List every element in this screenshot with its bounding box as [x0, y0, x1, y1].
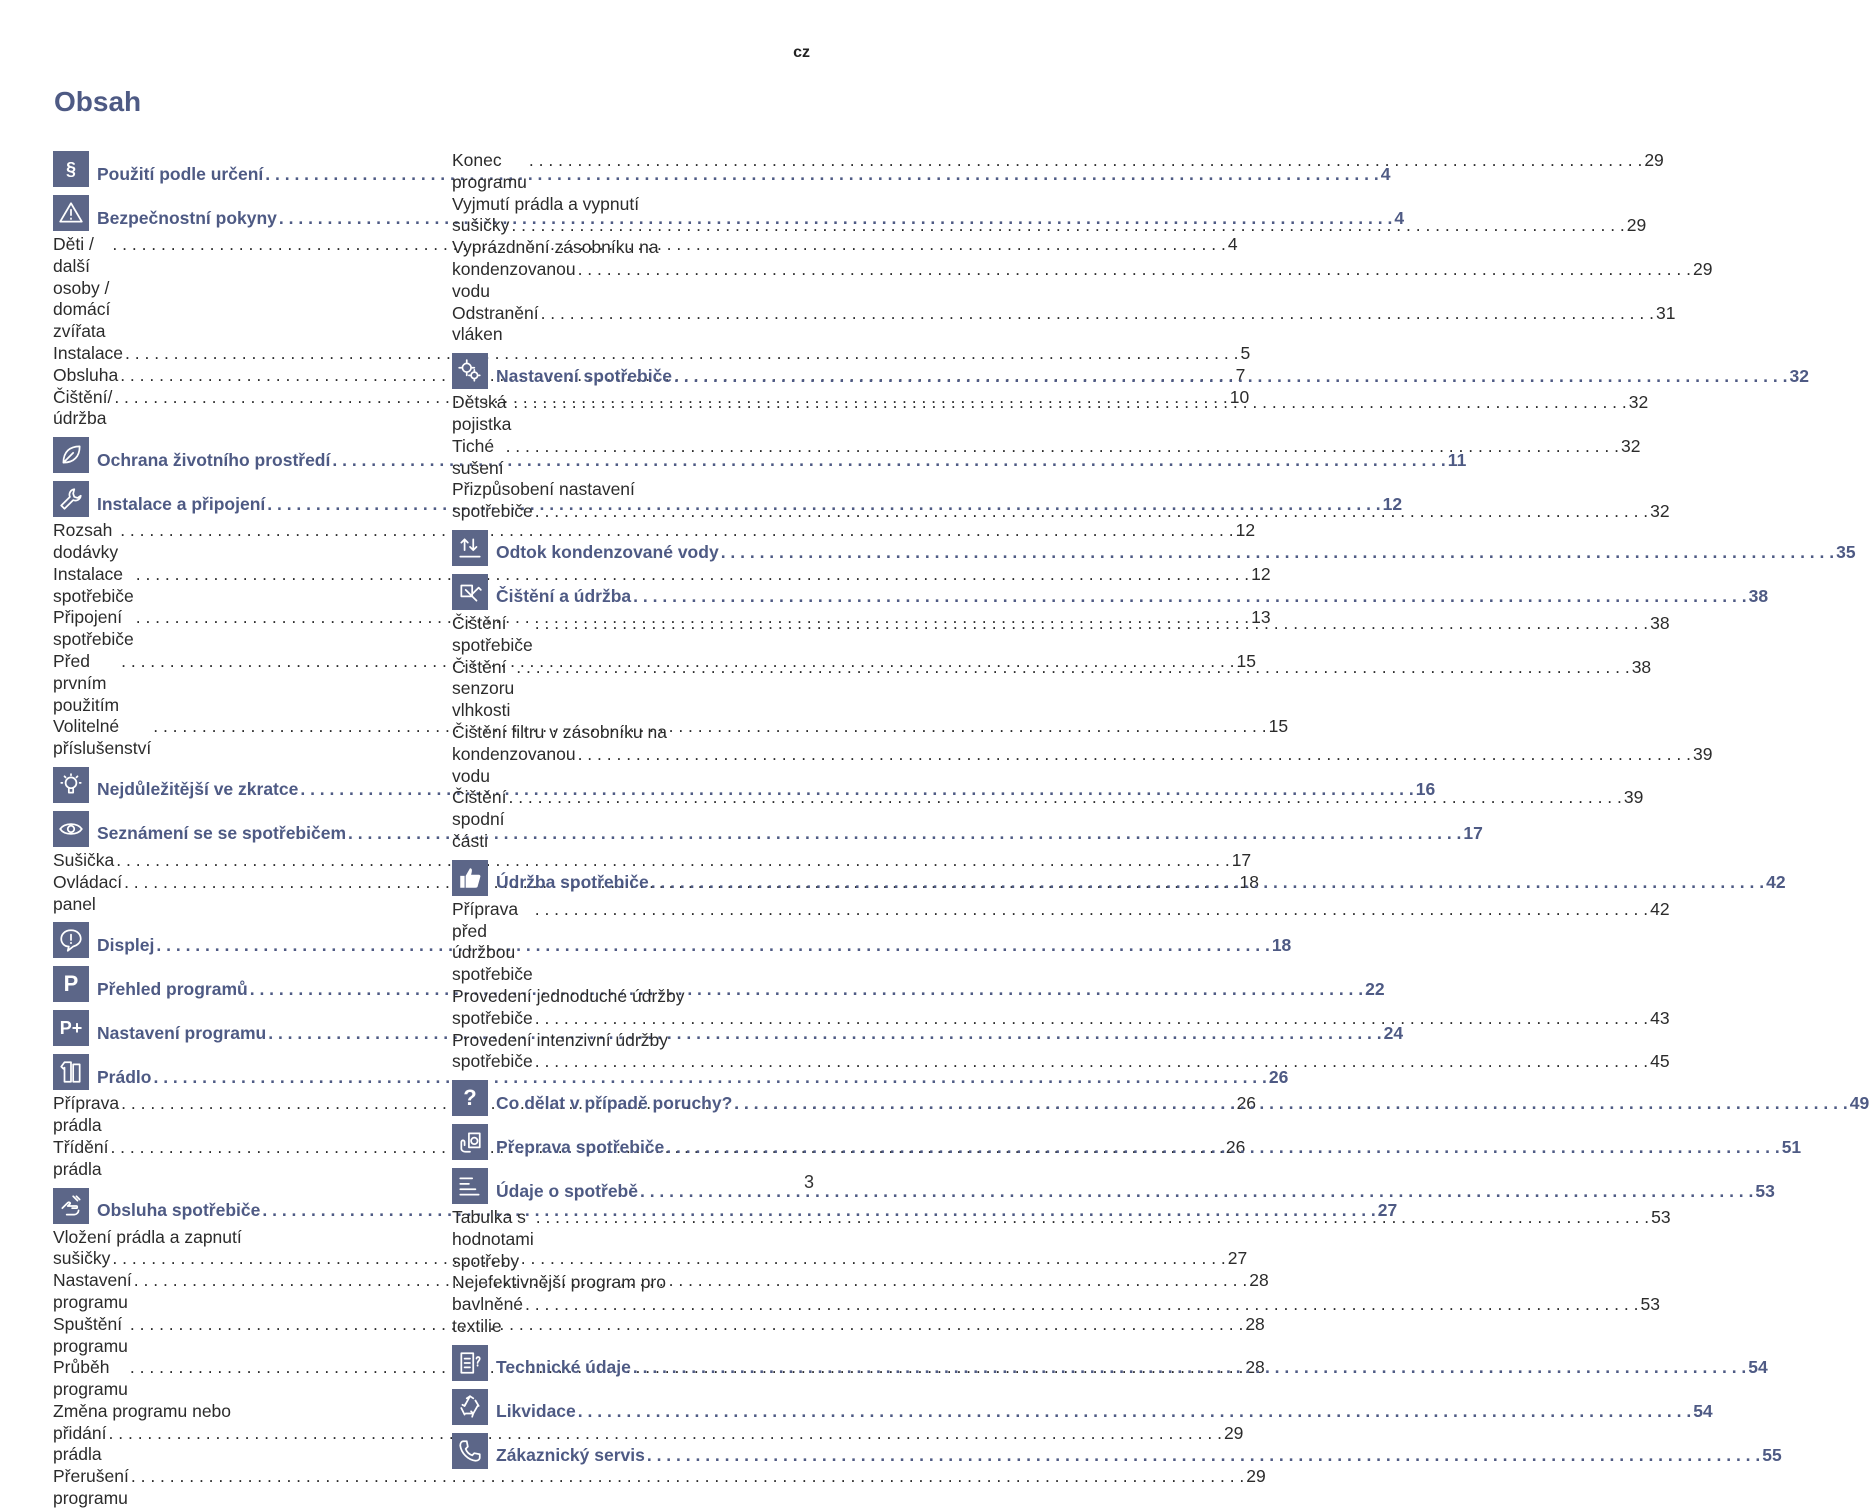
- dot-leader: [578, 1401, 1691, 1422]
- toc-entry[interactable]: [452, 193, 1647, 238]
- toc-entry-title: přidání prádla: [53, 1422, 107, 1465]
- toc-entry-title: Čištění spodní části: [452, 787, 507, 851]
- toc-entry[interactable]: [53, 849, 1252, 872]
- dot-leader: [535, 899, 1648, 921]
- dot-leader: [513, 392, 1626, 414]
- toc-section-title: Co dělat v případě poruchy?: [496, 1092, 733, 1113]
- dot-leader: [633, 1357, 1746, 1378]
- toc-entry-title: Děti / další osoby / domácí zvířata: [53, 234, 111, 342]
- toc-entry-title: Rozsah dodávky: [53, 520, 119, 562]
- toc-entry[interactable]: [53, 342, 1251, 365]
- gears-icon: [452, 353, 488, 389]
- toc-entry-title: Spuštění programu: [53, 1313, 128, 1356]
- toc-entry-page: 27: [1227, 1248, 1248, 1269]
- toc-entry-title: Tabulka s hodnotami spotřeby: [452, 1207, 534, 1271]
- toc-section-title: Likvidace: [496, 1401, 576, 1422]
- transport-icon: [452, 1124, 488, 1160]
- leaf-icon: [53, 437, 89, 473]
- toc-entry-title-line1: Vložení prádla a zapnutí: [53, 1226, 242, 1247]
- toc-entry-title-line1: Nejefektivnější program pro: [452, 1272, 666, 1293]
- toc-section-title: Údržba spotřebiče: [496, 872, 649, 893]
- toc-entry-title-line1: Změna programu nebo: [53, 1400, 232, 1421]
- toc-entry-page: 38: [1631, 656, 1652, 677]
- toc-entry-page: 13: [1251, 607, 1271, 628]
- toc-entry-page: 15: [1268, 716, 1289, 737]
- toc-section-page: 32: [1789, 365, 1809, 386]
- toc-entry-title: Konec programu: [452, 150, 527, 192]
- toc-entry-title: Obsluha: [53, 364, 119, 385]
- toc-entry-page: 31: [1656, 302, 1676, 323]
- toc-entry-title: Před prvním použitím: [53, 650, 120, 715]
- toc-section-page: 4: [1394, 207, 1405, 228]
- toc-entry-title: Instalace: [53, 342, 124, 363]
- toc-entry-title: sušičky: [53, 1248, 111, 1269]
- toc-entry-page: 38: [1650, 612, 1670, 633]
- toc-entry-title: kondenzovanou vodu: [452, 743, 576, 786]
- toc-section-title: Displej: [97, 934, 155, 955]
- toc-section[interactable]: [53, 921, 1292, 959]
- toc-section-title: Technické údaje: [496, 1357, 631, 1378]
- language-code: cz: [793, 44, 810, 61]
- dot-leader: [674, 366, 1787, 387]
- dot-leader: [511, 215, 1624, 237]
- dot-leader: [578, 259, 1691, 281]
- toc-entry-title: kondenzovanou vodu: [452, 258, 576, 301]
- toc-entry-title: Připojení spotřebiče: [53, 607, 134, 650]
- dot-leader: [535, 501, 1648, 523]
- toc-section[interactable]: [452, 352, 1809, 390]
- toc-section-title: Seznámení se se spotřebičem: [97, 823, 346, 844]
- toc-section-page: 24: [1383, 1022, 1404, 1043]
- toc-entry-title: bavlněné textilie: [452, 1294, 524, 1337]
- toc-section[interactable]: [53, 766, 1436, 804]
- dot-leader: [506, 436, 1619, 458]
- recycle-icon: [452, 1389, 488, 1425]
- toc-entry-title: Tiché sušení: [452, 435, 504, 478]
- toc-section-title: Prádlo: [97, 1066, 152, 1087]
- toc-entry-page: 32: [1620, 435, 1641, 456]
- toc-section-page: 42: [1766, 872, 1786, 893]
- toc-entry[interactable]: [452, 237, 1713, 302]
- hand-operation-icon: [53, 1188, 89, 1224]
- toc-entries: [452, 150, 1713, 346]
- toc-section-page: 26: [1268, 1066, 1289, 1087]
- toc-section-title: Zákaznický servis: [496, 1445, 645, 1466]
- toc-entry-page: 39: [1693, 743, 1713, 764]
- toc-entry[interactable]: [452, 150, 1664, 194]
- toc-section-title: Přeprava spotřebiče: [496, 1136, 665, 1157]
- toc-section-page: 38: [1748, 586, 1769, 607]
- toc-entry-title: Třídění prádla: [53, 1136, 109, 1179]
- toc-entry-page: 5: [1240, 342, 1251, 363]
- toc-section-page: 49: [1849, 1092, 1869, 1113]
- toc-entry-title: Přerušení programu: [53, 1466, 129, 1509]
- toc-entry-page: 29: [1246, 1466, 1266, 1487]
- toc-section-title: Čištění a údržba: [496, 586, 632, 607]
- toc-entry-page: 39: [1623, 787, 1644, 808]
- thumbs-up-icon: [452, 860, 488, 896]
- toc-entry[interactable]: [452, 302, 1676, 347]
- toc-section-title: Instalace a připojení: [97, 493, 266, 514]
- toc-entry-title-line1: Provedení jednoduché údržby: [452, 985, 685, 1006]
- toc-entry-title: Příprava před údržbou spotřebiče: [452, 898, 533, 985]
- toc-section-page: 17: [1463, 823, 1483, 844]
- toc-entry-title: sušičky: [452, 215, 510, 236]
- toc-entry-title-line1: Vyjmutí prádla a vypnutí: [452, 193, 640, 214]
- dot-leader: [651, 872, 1764, 893]
- toc-entry-page: 29: [1223, 1422, 1244, 1443]
- page-title: Obsah: [54, 86, 142, 117]
- toc-section-title: Bezpečnostní pokyny: [97, 207, 277, 228]
- phone-icon: [452, 1433, 488, 1469]
- toc-section-title: Nastavení programu: [97, 1022, 267, 1043]
- page-number: 3: [803, 1172, 814, 1192]
- toc-entry-title: spotřebiče: [452, 1051, 533, 1072]
- toc-section-page: 53: [1755, 1180, 1775, 1201]
- eye-icon: [53, 811, 89, 847]
- toc-section-title: Nastavení spotřebiče: [496, 365, 673, 386]
- toc-entry-title: Volitelné příslušenství: [53, 716, 152, 759]
- toc-entry-title: Ovládací panel: [53, 871, 123, 914]
- toc-entry-title-line1: Provedení intenzivní údržby: [452, 1029, 668, 1050]
- toc-entry-title: Sušička: [53, 849, 115, 870]
- dot-leader: [516, 657, 1629, 679]
- toc-entry-page: 17: [1231, 849, 1252, 870]
- toc-section-page: 4: [1380, 163, 1391, 184]
- lightbulb-icon: [53, 767, 89, 803]
- toc-entry-title: Nastavení programu: [53, 1270, 132, 1312]
- toc-section[interactable]: [452, 1167, 1775, 1205]
- toc-section-title: Obsluha spotřebiče: [97, 1200, 261, 1221]
- toc-section-page: 51: [1781, 1136, 1802, 1157]
- toc-entry-page: 4: [1227, 234, 1238, 254]
- toc-section-title: Odtok kondenzované vody: [496, 542, 719, 563]
- toc-entry-title-line1: Vyprázdnění zásobníku na: [452, 237, 659, 258]
- toc-entry-page: 28: [1249, 1270, 1269, 1291]
- laundry-icon: [53, 1054, 89, 1090]
- toc-entry-title: Odstranění vláken: [452, 302, 539, 345]
- dot-leader: [541, 303, 1654, 325]
- toc-section-title: Použití podle určení: [97, 163, 264, 184]
- dot-leader: [734, 1093, 1847, 1114]
- toc-section-page: 16: [1415, 779, 1436, 800]
- cleaning-icon: [452, 574, 488, 610]
- toc-entry-title: Čištění/údržba: [53, 386, 113, 429]
- programs-icon: P: [53, 966, 89, 1002]
- dot-leader: [536, 1207, 1649, 1229]
- toc-entry-title: Čištění senzoru vlhkosti: [452, 656, 515, 721]
- toc-entry-title: Dětská pojistka: [452, 392, 512, 434]
- toc-section-page: 54: [1693, 1401, 1713, 1422]
- dot-leader: [535, 1051, 1648, 1073]
- consumption-icon: [452, 1168, 488, 1204]
- toc-entry-page: 7: [1235, 364, 1246, 385]
- toc-entry-title: spotřebiče: [452, 501, 533, 522]
- tech-data-icon: [452, 1345, 488, 1381]
- toc-section-page: 54: [1748, 1357, 1768, 1378]
- toc-entry-page: 26: [1225, 1136, 1246, 1157]
- wrench-icon: [53, 481, 89, 517]
- toc-entry-page: 12: [1251, 563, 1271, 584]
- toc-section-title: Přehled programů: [97, 978, 248, 999]
- toc-entry-title-line1: Přizpůsobení nastavení: [452, 479, 635, 500]
- dot-leader: [578, 744, 1691, 766]
- toc-entry-title: spotřebiče: [452, 1007, 533, 1028]
- toc-entry-page: 45: [1650, 1051, 1670, 1072]
- toc-entry-title: Příprava prádla: [53, 1093, 120, 1136]
- toc-entry-page: 18: [1239, 871, 1259, 892]
- toc-entry-page: 28: [1245, 1313, 1265, 1334]
- toc-entry-page: 43: [1650, 1007, 1670, 1028]
- toc-entry-title: Instalace spotřebiče: [53, 563, 134, 606]
- toc-entry-title: Čištění spotřebiče: [452, 612, 533, 655]
- toc-entry-page: 29: [1644, 150, 1664, 170]
- toc-section-page: 22: [1365, 978, 1385, 999]
- dot-leader: [647, 1445, 1760, 1466]
- dot-leader: [529, 150, 1642, 172]
- drain-icon: [452, 530, 488, 566]
- toc-entry[interactable]: [53, 1466, 1266, 1510]
- toc-entry-page: 42: [1650, 898, 1670, 919]
- toc-section-page: 18: [1271, 934, 1292, 955]
- toc-section-page: 35: [1836, 542, 1856, 563]
- toc-section-page: 55: [1762, 1445, 1782, 1466]
- toc-section-page: 27: [1377, 1200, 1398, 1221]
- dot-leader: [721, 542, 1834, 563]
- question-icon: ?: [452, 1080, 488, 1116]
- toc-entry-page: 15: [1236, 650, 1257, 671]
- dot-leader: [666, 1137, 1779, 1158]
- dot-leader: [633, 586, 1746, 607]
- dot-leader: [525, 1294, 1638, 1316]
- toc-entry-page: 32: [1628, 392, 1649, 413]
- toc-section-title: Nejdůležitější ve zkratce: [97, 779, 299, 800]
- toc-section-page: 11: [1447, 449, 1467, 470]
- toc-section-title: Údaje o spotřebě: [496, 1180, 638, 1201]
- toc-entry-title: Průběh programu: [53, 1357, 128, 1400]
- toc-entry-page: 53: [1640, 1294, 1660, 1315]
- paragraph-icon: §: [53, 151, 89, 187]
- toc-section-title: Ochrana životního prostředí: [97, 449, 331, 470]
- toc-entry-page: 53: [1651, 1207, 1671, 1228]
- toc-entry-page: 26: [1236, 1093, 1257, 1114]
- warning-icon: [53, 195, 89, 231]
- toc-entry-title-line1: Čištění filtru v zásobníku na: [452, 721, 667, 742]
- toc-entry-page: 29: [1626, 215, 1647, 236]
- program-settings-icon: P+: [53, 1010, 89, 1046]
- toc-entry-page: 32: [1650, 501, 1670, 522]
- toc-entry-page: 29: [1693, 258, 1713, 279]
- dot-leader: [508, 787, 1621, 809]
- toc-section[interactable]: [452, 1388, 1713, 1426]
- toc-entry-page: 10: [1229, 386, 1250, 407]
- toc-entry-page: 28: [1245, 1357, 1265, 1378]
- dot-leader: [535, 613, 1648, 635]
- display-icon: [53, 922, 89, 958]
- toc-section-page: 12: [1382, 493, 1403, 514]
- toc-entry-page: 12: [1235, 520, 1256, 541]
- dot-leader: [535, 1008, 1648, 1030]
